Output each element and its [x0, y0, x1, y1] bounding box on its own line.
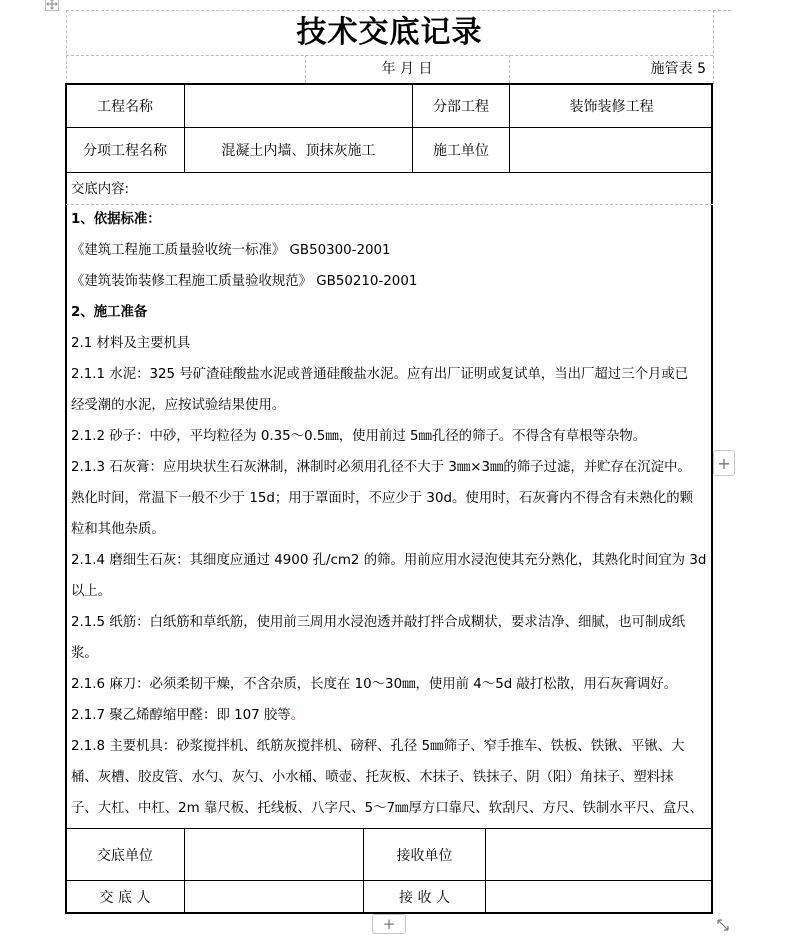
content-line: 2.1.7 聚乙烯醇缩甲醛：即 107 胶等。 [71, 708, 305, 723]
add-column-button[interactable] [713, 450, 735, 476]
date-field[interactable]: 年 月 日 [381, 61, 433, 77]
move-arrows-icon [46, 0, 58, 10]
content-line: 《建筑装饰装修工程施工质量验收规范》 GB50210-2001 [71, 274, 418, 289]
contractor-label: 施工单位 [433, 143, 489, 159]
division-value[interactable]: 装饰装修工程 [569, 98, 654, 115]
division-label: 分部工程 [433, 98, 489, 115]
subitem-value[interactable]: 混凝土内墙、顶抹灰施工 [221, 143, 376, 159]
content-line: 1、依据标准： [71, 212, 161, 227]
content-line: 2.1 材料及主要机具 [71, 336, 191, 351]
receiver-person-label: 接 收 人 [399, 890, 450, 906]
content-line: 熟化时间，常温下一般不少于 15d；用于罩面时，不应少于 30d。使用时，石灰膏内不得含有未熟化的颗 [71, 491, 693, 506]
content-line: 2.1.5 纸筋：白纸筋和草纸筋，使用前三周用水浸泡透并敲打拌合成糊状，要求洁净、细腻，也可制成纸 [71, 615, 686, 630]
table-move-handle[interactable] [45, 0, 59, 11]
document-title: 技术交底记录 [296, 15, 483, 50]
content-line: 经受潮的水泥，应按试验结果使用。 [71, 398, 286, 413]
content-line: 2、施工准备 [71, 305, 148, 320]
project-name-value[interactable] [185, 84, 412, 127]
issuer-unit-label: 交底单位 [97, 847, 153, 864]
content-line: 以上。 [71, 584, 112, 599]
issuer-person-label: 交 底 人 [99, 890, 151, 906]
form-number: 施管表 5 [650, 61, 706, 77]
plus-icon: + [382, 915, 396, 933]
content-line: 子、大杠、中杠、2m 靠尺板、托线板、八字尺、5～7㎜厚方口靠尺、软刮尺、方尺、铁制水平尺、盒尺、 [71, 801, 704, 816]
receiver-unit-label: 接收单位 [396, 847, 453, 864]
content-line: 2.1.3 石灰膏：应用块状生石灰淋制，淋制时必须用孔径不大于 3㎜×3㎜的筛子过滤，并贮存在沉淀中。 [71, 460, 691, 475]
subitem-label: 分项工程名称 [83, 143, 167, 159]
content-line: 《建筑工程施工质量验收统一标准》 GB50300-2001 [71, 243, 391, 258]
content-line: 浆。 [71, 646, 98, 661]
content-line: 2.1.6 麻刀：必须柔韧干燥，不含杂质，长度在 10～30㎜，使用前 4～5d 敲打松散，用石灰膏调好。 [71, 677, 678, 692]
contractor-value[interactable] [510, 128, 713, 172]
add-row-button[interactable] [372, 914, 406, 934]
project-name-label: 工程名称 [97, 98, 153, 115]
receiver-unit-value[interactable] [486, 829, 713, 880]
content-intro: 交底内容: [71, 182, 130, 197]
issuer-person-value[interactable] [185, 881, 363, 913]
content-line-suffix: 。 [290, 708, 305, 723]
receiver-person-value[interactable] [486, 881, 713, 913]
content-line: 粒和其他杂质。 [71, 522, 165, 537]
content-line: 桶、灰槽、胶皮管、水勺、灰勺、小水桶、喷壶、托灰板、木抹子、铁抹子、阴（阳）角抹子、塑料抹 [71, 770, 674, 785]
issuer-unit-value[interactable] [185, 829, 363, 880]
content-line: 2.1.1 水泥：325 号矿渣硅酸盐水泥或普通硅酸盐水泥。应有出厂证明或复试单，当出厂超过三个月或已 [71, 367, 689, 382]
plus-icon: + [717, 453, 731, 473]
content-line: 2.1.4 磨细生石灰：其细度应通过 4900 孔/cm2 的筛。用前应用水浸泡使其充分熟化，其熟化时间宜为 3d [71, 553, 707, 568]
resize-diagonal-icon [716, 918, 730, 932]
content-line: 2.1.2 砂子：中砂，平均粒径为 0.35～0.5㎜，使用前过 5㎜孔径的筛子。不得含有草根等杂物。 [71, 429, 647, 444]
content-line: 2.1.8 主要机具：砂浆搅拌机、纸筋灰搅拌机、磅秤、孔径 5㎜筛子、窄手推车、铁板、铁锹、平锹、大 [71, 739, 685, 754]
table-resize-handle[interactable] [716, 918, 730, 932]
